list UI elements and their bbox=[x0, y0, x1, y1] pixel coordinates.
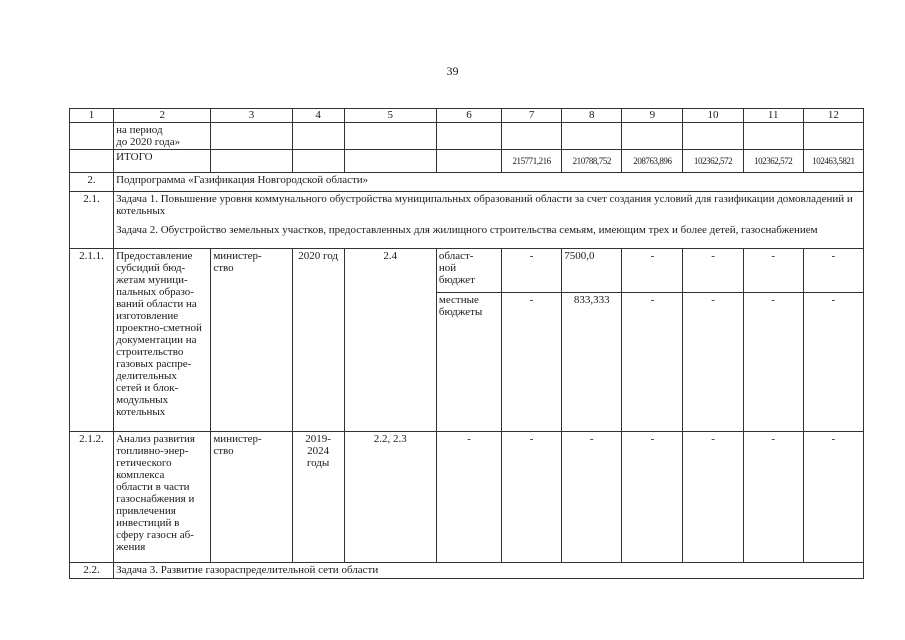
column-number: 9 bbox=[622, 109, 683, 123]
item-executor: министер- ство bbox=[211, 249, 292, 432]
item-number: 2.1.2. bbox=[70, 432, 114, 563]
funding-value: - bbox=[683, 249, 743, 293]
item-link: 2.2, 2.3 bbox=[344, 432, 436, 563]
column-number: 2 bbox=[114, 109, 211, 123]
funding-value: - bbox=[803, 293, 863, 432]
item-value: - bbox=[502, 432, 562, 563]
continued-name: на период до 2020 года» bbox=[114, 123, 211, 150]
item-value: - bbox=[743, 432, 803, 563]
total-value: 102362,572 bbox=[743, 150, 803, 173]
funding-value: - bbox=[803, 249, 863, 293]
item-value: - bbox=[803, 432, 863, 563]
item-term: 2019- 2024 годы bbox=[292, 432, 344, 563]
task-3: Задача 3. Развитие газораспределительной сети области bbox=[114, 563, 864, 579]
funding-value: 7500,0 bbox=[562, 249, 622, 293]
item-term: 2020 год bbox=[292, 249, 344, 432]
funding-value: - bbox=[743, 249, 803, 293]
item-2-1-1-row bbox=[70, 249, 864, 293]
item-value: - bbox=[562, 432, 622, 563]
program-table bbox=[69, 108, 864, 579]
column-number: 11 bbox=[743, 109, 803, 123]
subprogram-row bbox=[70, 173, 864, 192]
funding-value: 833,333 bbox=[562, 293, 622, 432]
section-tasks bbox=[114, 192, 864, 249]
funding-source: местные бюджеты bbox=[436, 293, 501, 432]
section-number: 2.2. bbox=[70, 563, 114, 579]
total-value: 215771,216 bbox=[502, 150, 562, 173]
column-number: 12 bbox=[803, 109, 863, 123]
column-number-row bbox=[70, 109, 864, 123]
column-number: 5 bbox=[344, 109, 436, 123]
funding-value: - bbox=[502, 293, 562, 432]
item-link: 2.4 bbox=[344, 249, 436, 432]
total-value: 102362,572 bbox=[683, 150, 743, 173]
funding-value: - bbox=[622, 249, 683, 293]
item-value: - bbox=[436, 432, 501, 563]
subprogram-number: 2. bbox=[70, 173, 114, 192]
item-executor: министер- ство bbox=[211, 432, 292, 563]
column-number: 8 bbox=[562, 109, 622, 123]
total-value: 102463,5821 bbox=[803, 150, 863, 173]
funding-source: област- ной бюджет bbox=[436, 249, 501, 293]
total-row bbox=[70, 150, 864, 173]
funding-value: - bbox=[683, 293, 743, 432]
item-name: Предоставление субсидий бюд- жетам муници- пальных образо- ваний области на изготовление проектно-сметной документации на строительство газовых распре- делительных сетей и блок- модульных котельных bbox=[114, 249, 211, 432]
item-number: 2.1.1. bbox=[70, 249, 114, 432]
item-name: Анализ развития топливно-энер- гетического комплекса области в части газоснабжения и привлечения инвестиций в сферу газосн аб- жения bbox=[114, 432, 211, 563]
item-value: - bbox=[622, 432, 683, 563]
total-label: ИТОГО bbox=[114, 150, 211, 173]
funding-value: - bbox=[622, 293, 683, 432]
column-number: 7 bbox=[502, 109, 562, 123]
page-number: 39 bbox=[446, 64, 459, 78]
funding-value: - bbox=[502, 249, 562, 293]
section-2-1-row bbox=[70, 192, 864, 249]
section-2-2-row bbox=[70, 563, 864, 579]
column-number: 1 bbox=[70, 109, 114, 123]
task-1: Задача 1. Повышение уровня коммунального обустройства муниципальных образований области за счет создания условий для газификации домовладений и котельных bbox=[116, 193, 853, 217]
item-2-1-2-row bbox=[70, 432, 864, 563]
section-number: 2.1. bbox=[70, 192, 114, 249]
column-number: 3 bbox=[211, 109, 292, 123]
total-value: 208763,896 bbox=[622, 150, 683, 173]
total-value: 210788,752 bbox=[562, 150, 622, 173]
column-number: 4 bbox=[292, 109, 344, 123]
subprogram-title: Подпрограмма «Газификация Новгородской области» bbox=[114, 173, 864, 192]
continued-row bbox=[70, 123, 864, 150]
funding-value: - bbox=[743, 293, 803, 432]
column-number: 6 bbox=[436, 109, 501, 123]
task-2: Задача 2. Обустройство земельных участков, предоставленных для жилищного строительства семьям, имеющим трех и более детей, газоснабжением bbox=[116, 224, 818, 236]
column-number: 10 bbox=[683, 109, 743, 123]
item-value: - bbox=[683, 432, 743, 563]
